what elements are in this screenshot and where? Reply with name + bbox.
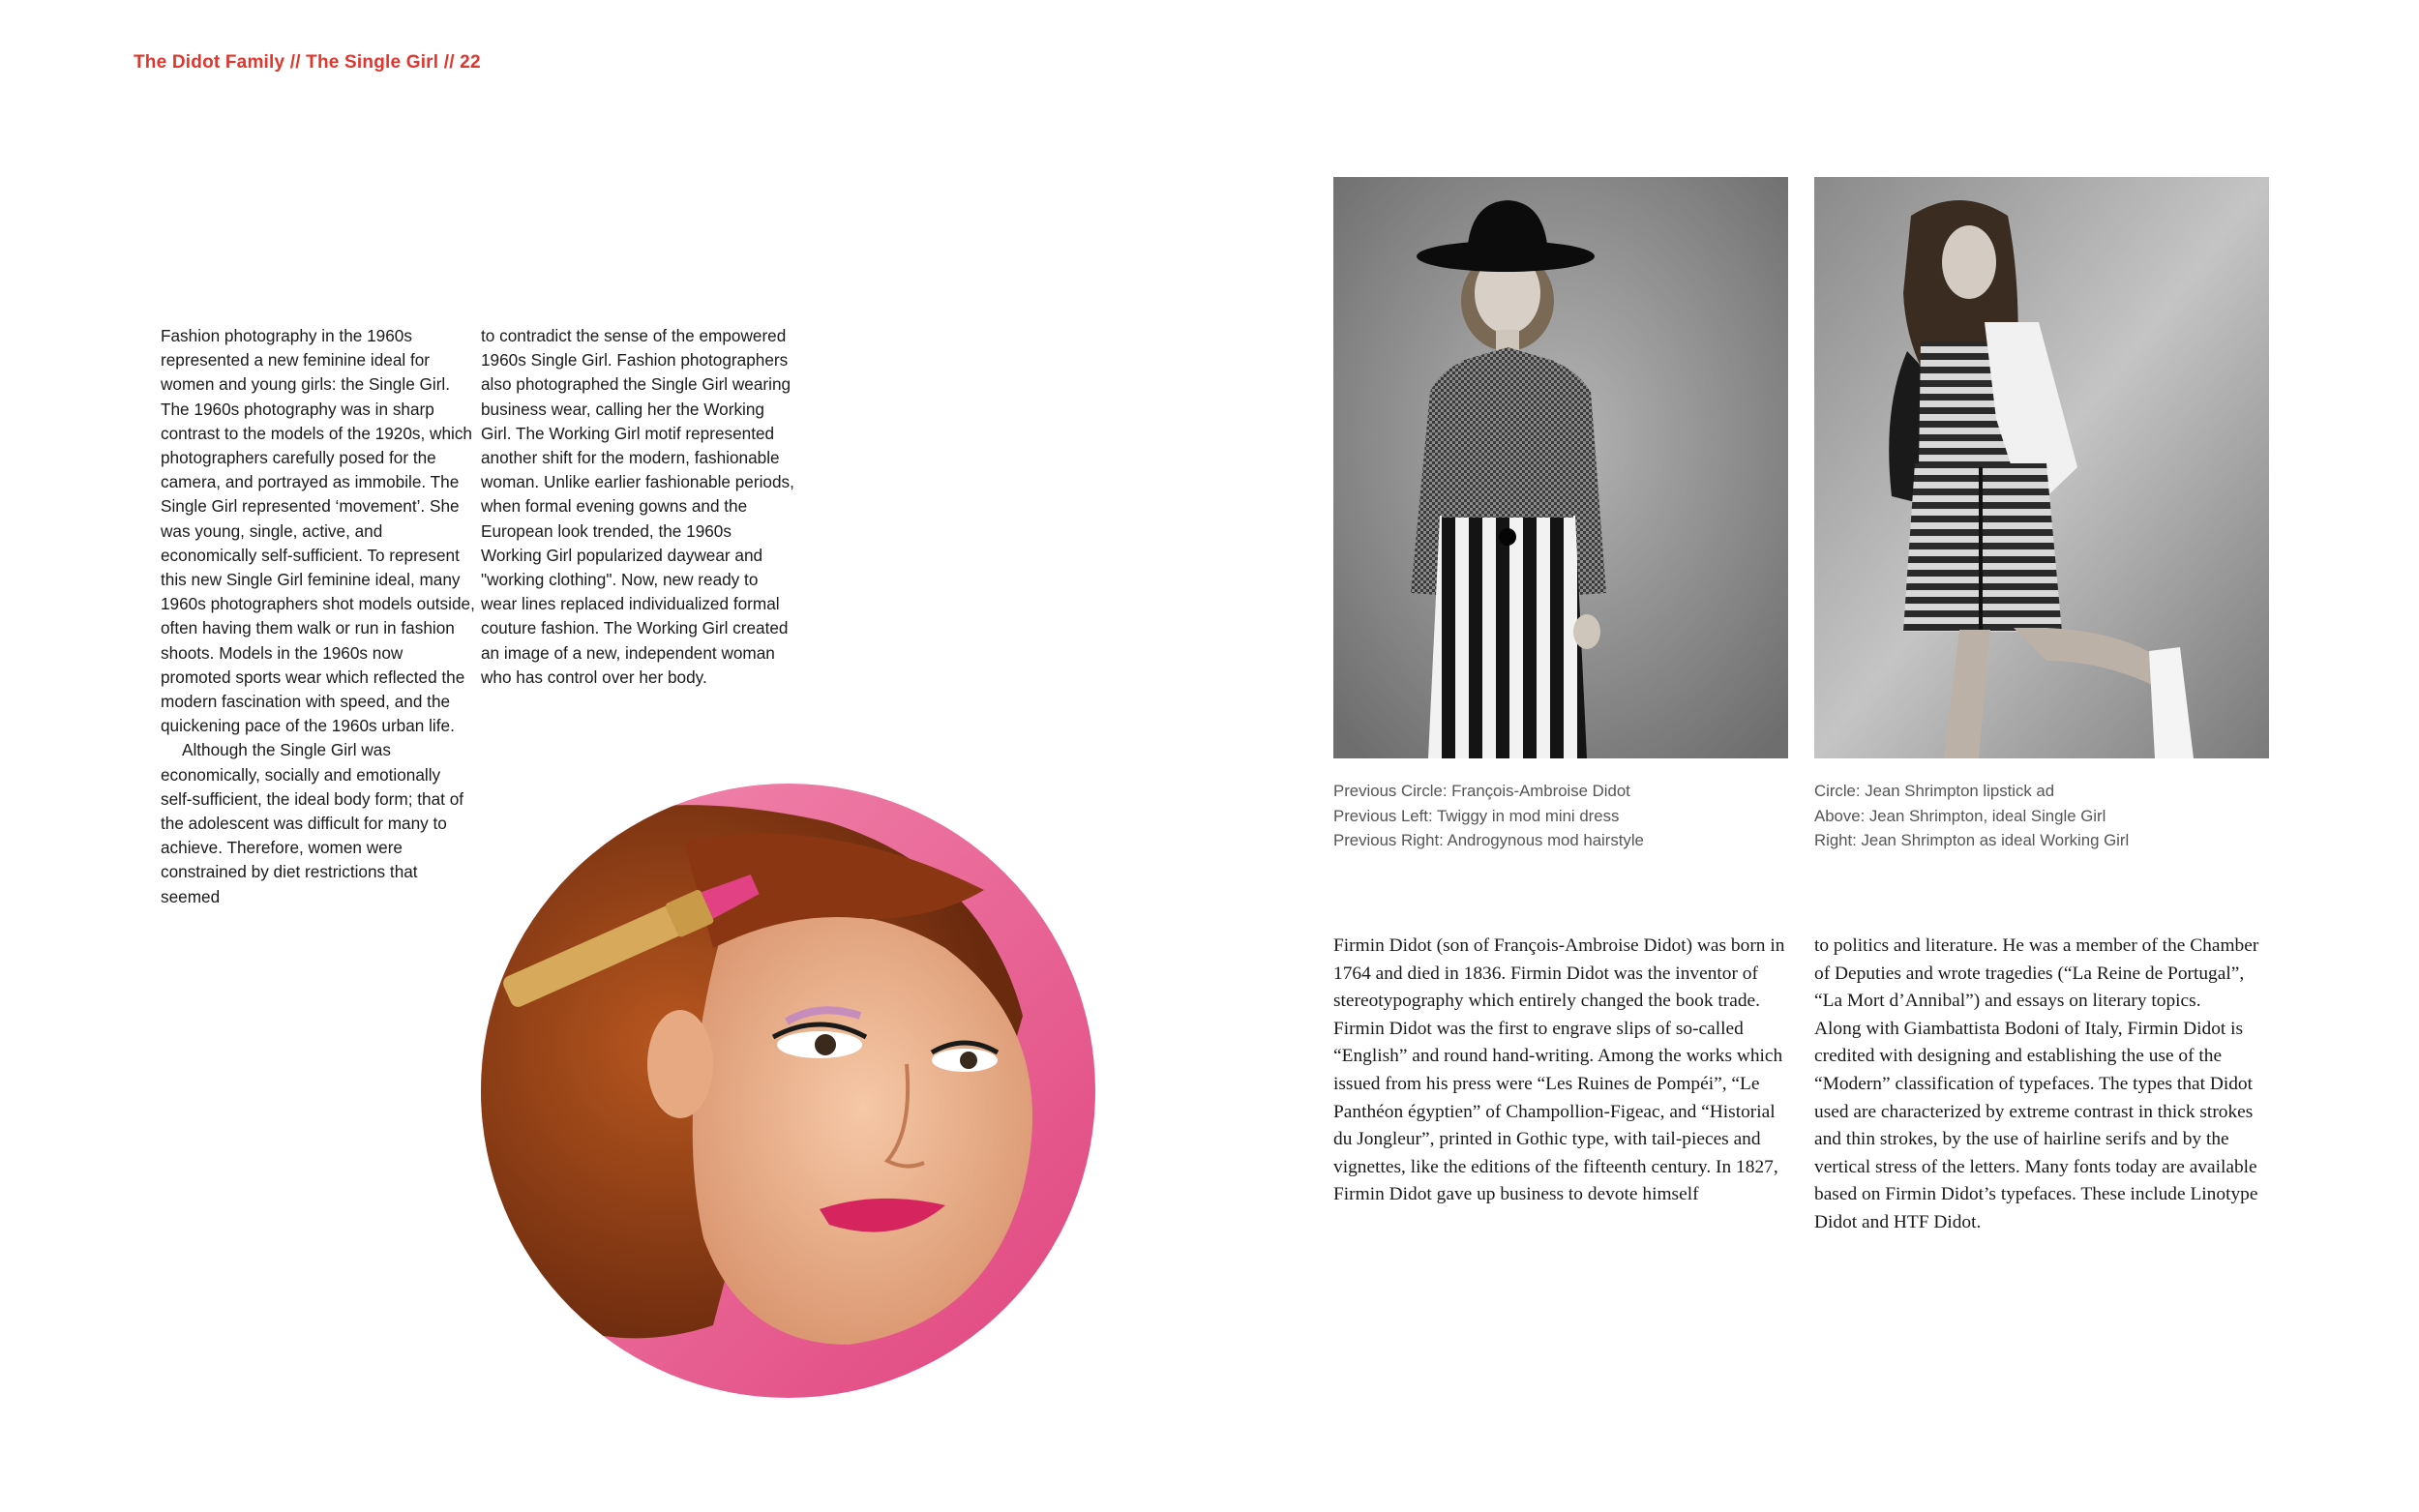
body-column-4: [1814, 933, 2274, 1237]
caption-line: Circle: Jean Shrimpton lipstick ad: [1814, 782, 2055, 800]
caption-line: Previous Left: Twiggy in mod mini dress: [1333, 806, 1620, 825]
body-paragraph: Although the Single Girl was economically, socially and emotionally self-sufficient, the ideal body form; that of the adolescent was difficult for many to achieve. Therefore, women were constrained by diet restrictions that seemed: [161, 740, 464, 906]
body-column-2: [481, 324, 795, 690]
body-paragraph: to politics and literature. He was a member of the Chamber of Deputies and wrote tragedies (“La Reine de Portugal”, “La Mort d’Annibal”) and essays on literary topics.: [1814, 935, 2259, 1012]
photo-captions-right: [1814, 779, 2129, 853]
body-paragraph: Fashion photography in the 1960s represented a new feminine ideal for women and young girls: the Single Girl. The 1960s photography was in sharp contrast to the models of the 1920s, which photographers carefully posed for the camera, and portrayed as immobile. The Single Girl represented ‘movement’. She was young, single, active, and economically self-sufficient. To represent this new Single Girl feminine ideal, many 1960s photographers shot models outside, often having them walk or run in fashion shoots. Models in the 1960s now promoted sports wear which reflected the modern fascination with speed, and the quickening pace of the 1960s urban life.: [161, 326, 475, 736]
photo-model-hat-striped-dress: [1333, 177, 1788, 758]
photo-captions-left: [1333, 779, 1644, 853]
running-head: The Didot Family // The Single Girl // 22: [134, 52, 481, 73]
caption-line: Previous Circle: François-Ambroise Didot: [1333, 782, 1630, 800]
body-paragraph: Along with Giambattista Bodoni of Italy, Firmin Didot is credited with designing and establishing the use of the “Modern” classification of typefaces. The types that Didot used are characterized by extreme contrast in thick strokes and thin strokes, by the use of hairline serifs and by the vertical stress of the letters. Many fonts today are available based on Firmin Didot’s typefaces. These include Linotype Didot and HTF Didot.: [1814, 1018, 2258, 1232]
photo-model-striped-mini-dress: [1814, 177, 2269, 758]
caption-line: Right: Jean Shrimpton as ideal Working Girl: [1814, 831, 2130, 850]
body-column-1: [161, 324, 475, 909]
circle-photo-lipstick-ad: [481, 784, 1095, 1398]
caption-line: Above: Jean Shrimpton, ideal Single Girl: [1814, 806, 2106, 825]
body-paragraph: to contradict the sense of the empowered 1960s Single Girl. Fashion photographers also photographed the Single Girl wearing business wear, calling her the Working Girl. The Working Girl motif represented another shift for the modern, fashionable woman. Unlike earlier fashionable periods, when formal evening gowns and the European look trended, the 1960s Working Girl popularized daywear and "working clothing". Now, new ready to wear lines replaced individualized formal couture fashion. The Working Girl created an image of a new, independent woman who has control over her body.: [481, 326, 794, 687]
body-column-3: [1333, 933, 1793, 1209]
caption-line: Previous Right: Androgynous mod hairstyle: [1333, 831, 1644, 850]
body-paragraph: Firmin Didot (son of François-Ambroise Didot) was born in 1764 and died in 1836. Firmin Didot was the inventor of stereotypography which entirely changed the book trade. Firmin Didot was the first to engrave slips of so-called “English” and round hand-writing. Among the works which issued from his press were “Les Ruines de Pompéi”, “Le Panthéon égyptien” of Champollion-Figeac, and “Historial du Jongleur”, printed in Gothic type, with tail-pieces and vignettes, like the editions of the fifteenth century. In 1827, Firmin Didot gave up business to devote himself: [1333, 935, 1785, 1205]
